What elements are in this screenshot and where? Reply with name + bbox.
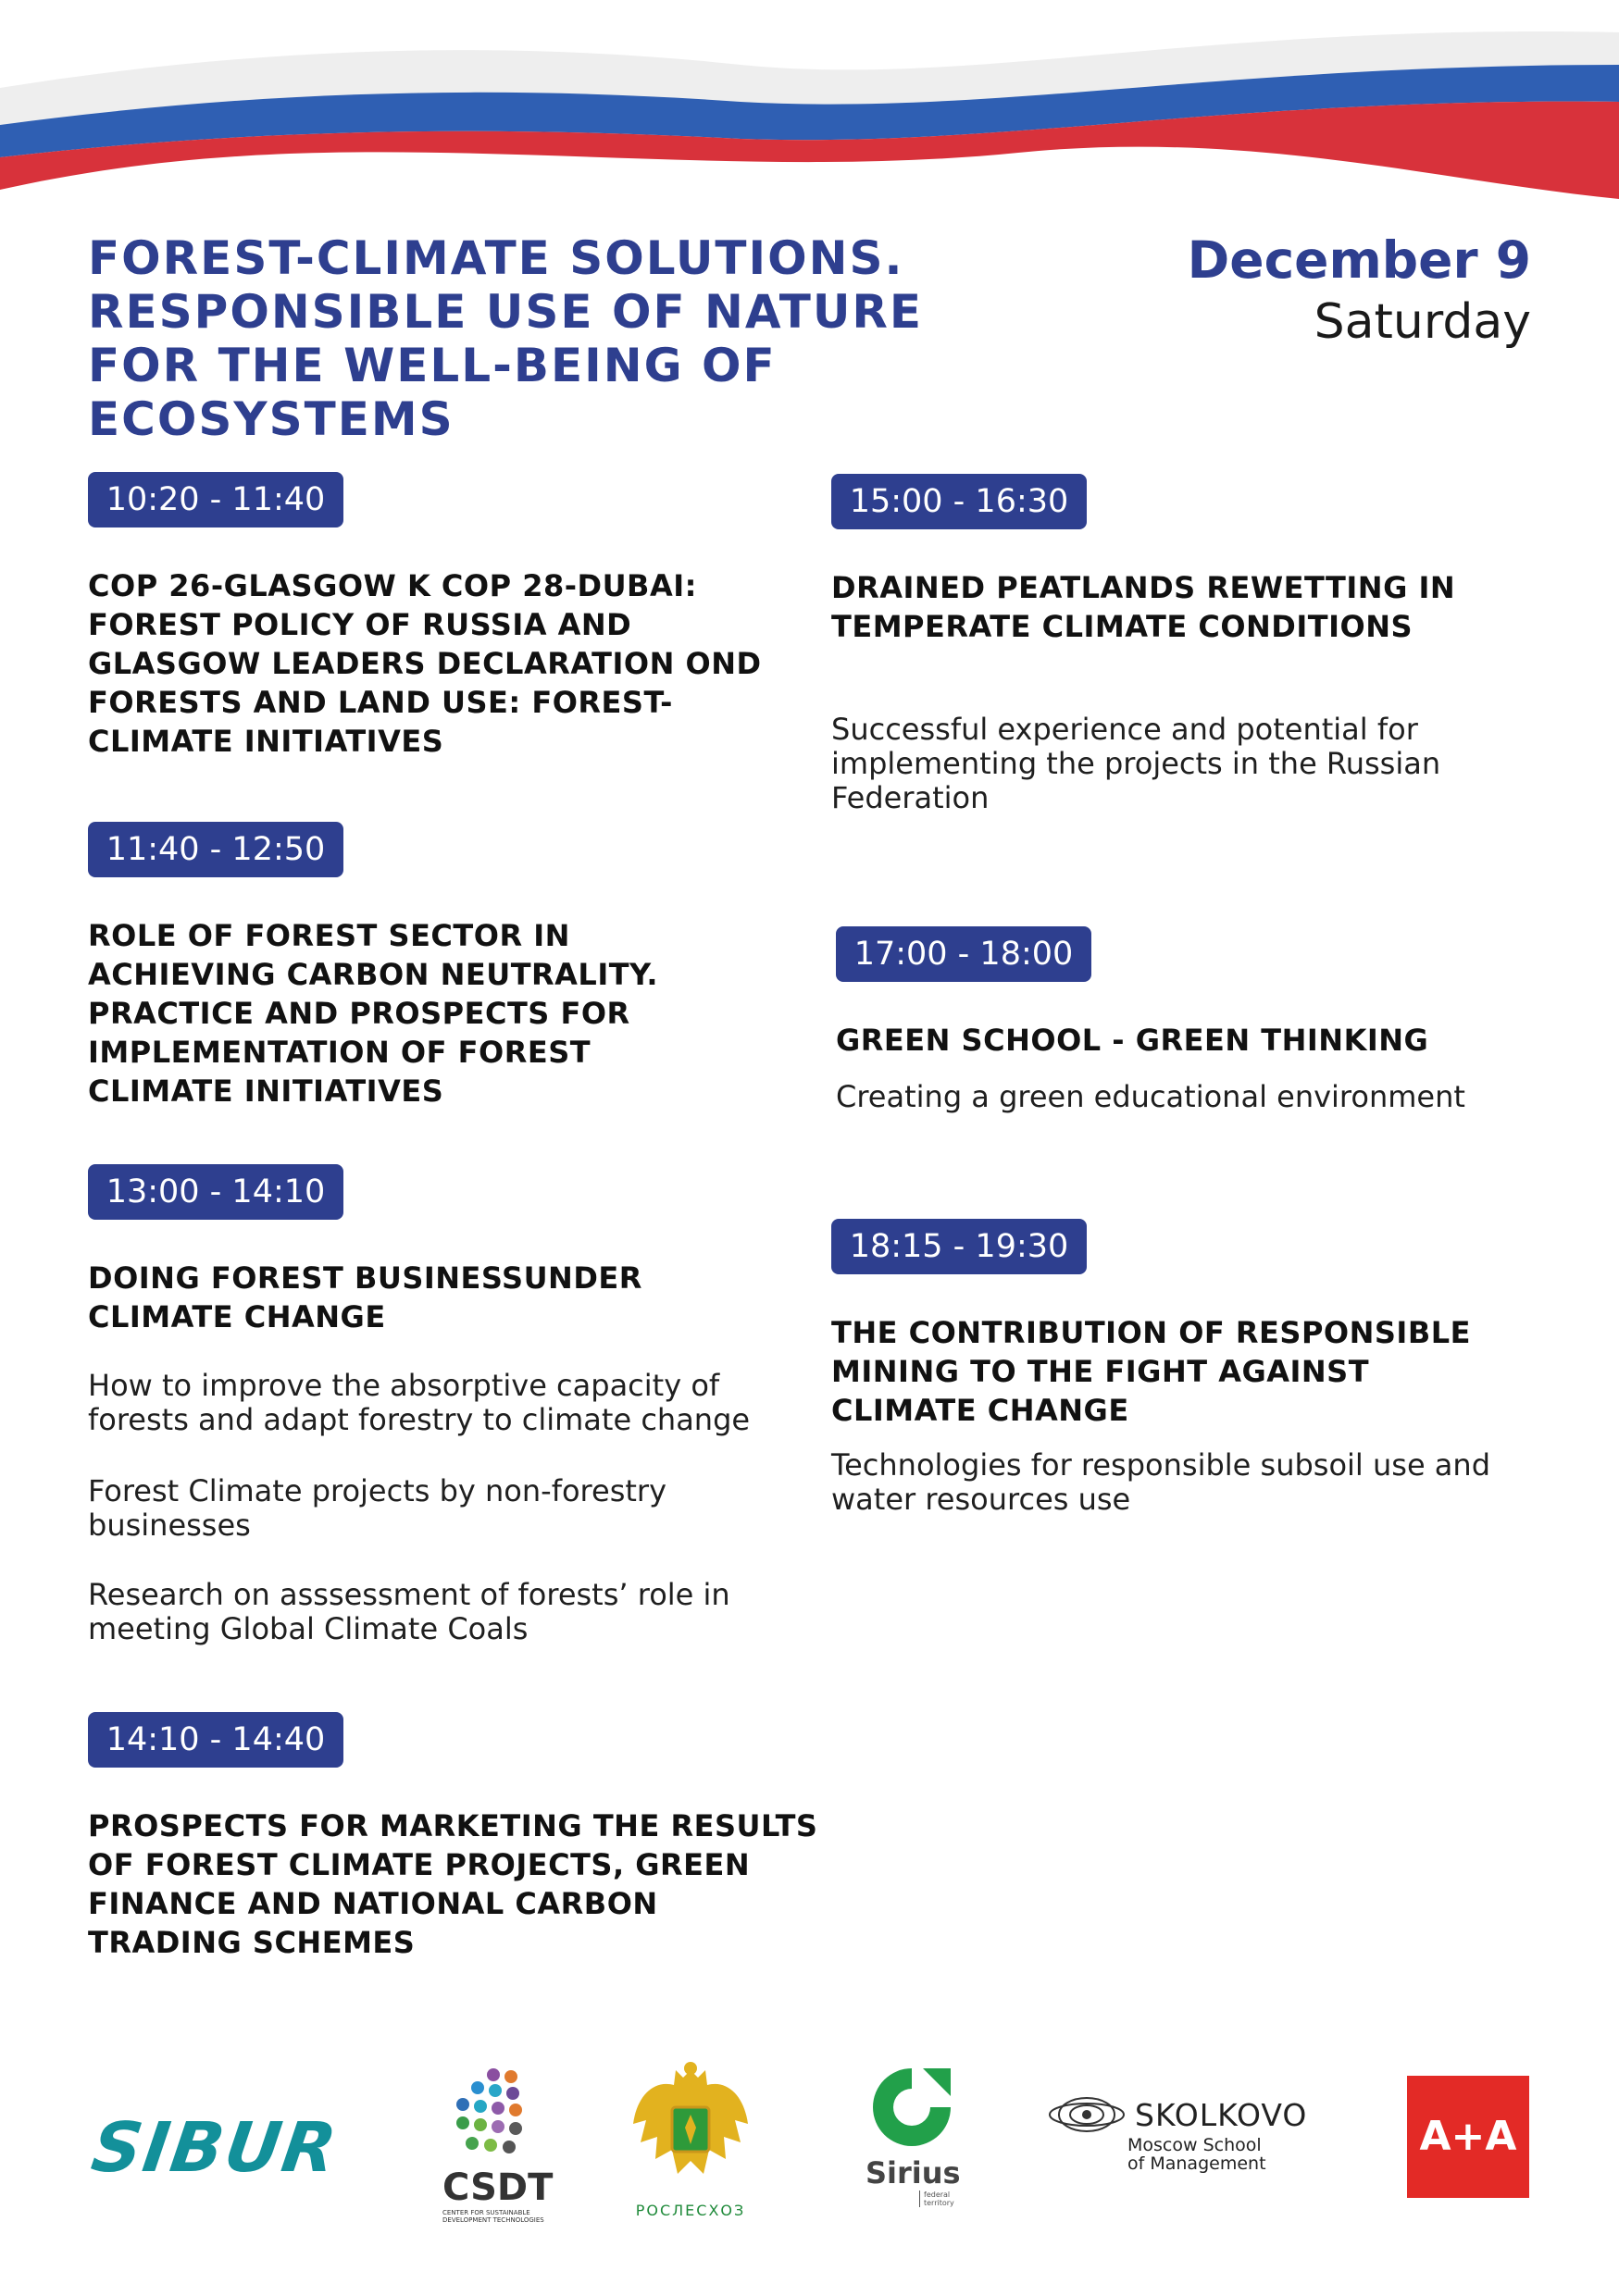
time-badge: 17:00 - 18:00 — [836, 926, 1091, 982]
page-title: FOREST-CLIMATE SOLUTIONS. RESPONSIBLE USE OF NATURE FOR THE WELL-BEING OF ECOSYSTEMS — [88, 231, 924, 446]
skolkovo-subtitle-2: of Management — [1127, 2153, 1266, 2174]
flag-banner — [0, 0, 1619, 213]
skolkovo-wordmark: SKOLKOVO — [1135, 2096, 1308, 2133]
session-title: PROSPECTS FOR MARKETING THE RESULTS OF FOREST CLIMATE PROJECTS, GREEN FINANCE AND NATIONAL CARBON TRADING SCHEMES — [88, 1808, 818, 1960]
event-date — [1188, 230, 1531, 354]
session-description: How to improve the absorptive capacity of forests and adapt forestry to climate change — [88, 1368, 751, 1437]
time-badge: 15:00 - 16:30 — [831, 474, 1087, 529]
session-description: Research on asssessment of forests’ role in meeting Global Climate Coals — [88, 1577, 730, 1646]
session-description: Creating a green educational environment — [836, 1079, 1465, 1114]
skolkovo-orbit-icon — [1046, 2093, 1127, 2136]
session-title: THE CONTRIBUTION OF RESPONSIBLE MINING TO THE FIGHT AGAINST CLIMATE CHANGE — [831, 1315, 1471, 1428]
csdt-subtitle: CENTER FOR SUSTAINABLE DEVELOPMENT TECHNOLOGIES — [442, 2209, 544, 2224]
csdt-wordmark: CSDT — [442, 2166, 554, 2209]
skolkovo-subtitle-1: Moscow School — [1127, 2135, 1262, 2155]
time-badge: 18:15 - 19:30 — [831, 1219, 1087, 1274]
session-title: ROLE OF FOREST SECTOR IN ACHIEVING CARBON NEUTRALITY. PRACTICE AND PROSPECTS FOR IMPLEMENTATION OF FOREST CLIMATE INITIATIVES — [88, 918, 659, 1109]
weekday-label: Saturday — [1314, 294, 1531, 350]
session-title: DOING FOREST BUSINESSUNDER CLIMATE CHANGE — [88, 1260, 642, 1334]
session-description: Technologies for responsible subsoil use and water resources use — [831, 1447, 1490, 1517]
time-badge: 13:00 - 14:10 — [88, 1164, 343, 1220]
sirius-wordmark: Sirius — [866, 2155, 961, 2191]
coat-of-arms-icon — [626, 2059, 755, 2198]
aa-logo: A+A — [1407, 2076, 1529, 2198]
session-title: DRAINED PEATLANDS REWETTING IN TEMPERATE CLIMATE CONDITIONS — [831, 570, 1456, 644]
rosleshoz-logo — [626, 2059, 755, 2219]
time-badge: 14:10 - 14:40 — [88, 1712, 343, 1768]
sirius-logo — [866, 2064, 967, 2207]
session-title: GREEN SCHOOL - GREEN THINKING — [836, 1023, 1429, 1058]
sirius-ring-icon — [866, 2064, 958, 2152]
csdt-logo — [442, 2066, 554, 2224]
session-description: Successful experience and potential for implementing the projects in the Russian Federation — [831, 712, 1441, 815]
sirius-subtitle: federal territory — [919, 2191, 967, 2207]
session-title: COP 26-GLASGOW K COP 28-DUBAI: FOREST POLICY OF RUSSIA AND GLASGOW LEADERS DECLARATION OND FORESTS AND LAND USE: FOREST-CLIMATE INITIATIVES — [88, 568, 762, 759]
rosleshoz-wordmark: РОСЛЕСХОЗ — [635, 2202, 746, 2219]
session-description: Forest Climate projects by non-forestry businesses — [88, 1473, 666, 1543]
time-badge: 11:40 - 12:50 — [88, 822, 343, 877]
time-badge: 10:20 - 11:40 — [88, 472, 343, 527]
date-label: December 9 — [1187, 230, 1531, 290]
sibur-logo: SIBUR — [86, 2108, 343, 2188]
csdt-dots-icon — [442, 2066, 544, 2163]
skolkovo-logo — [1046, 2093, 1314, 2173]
